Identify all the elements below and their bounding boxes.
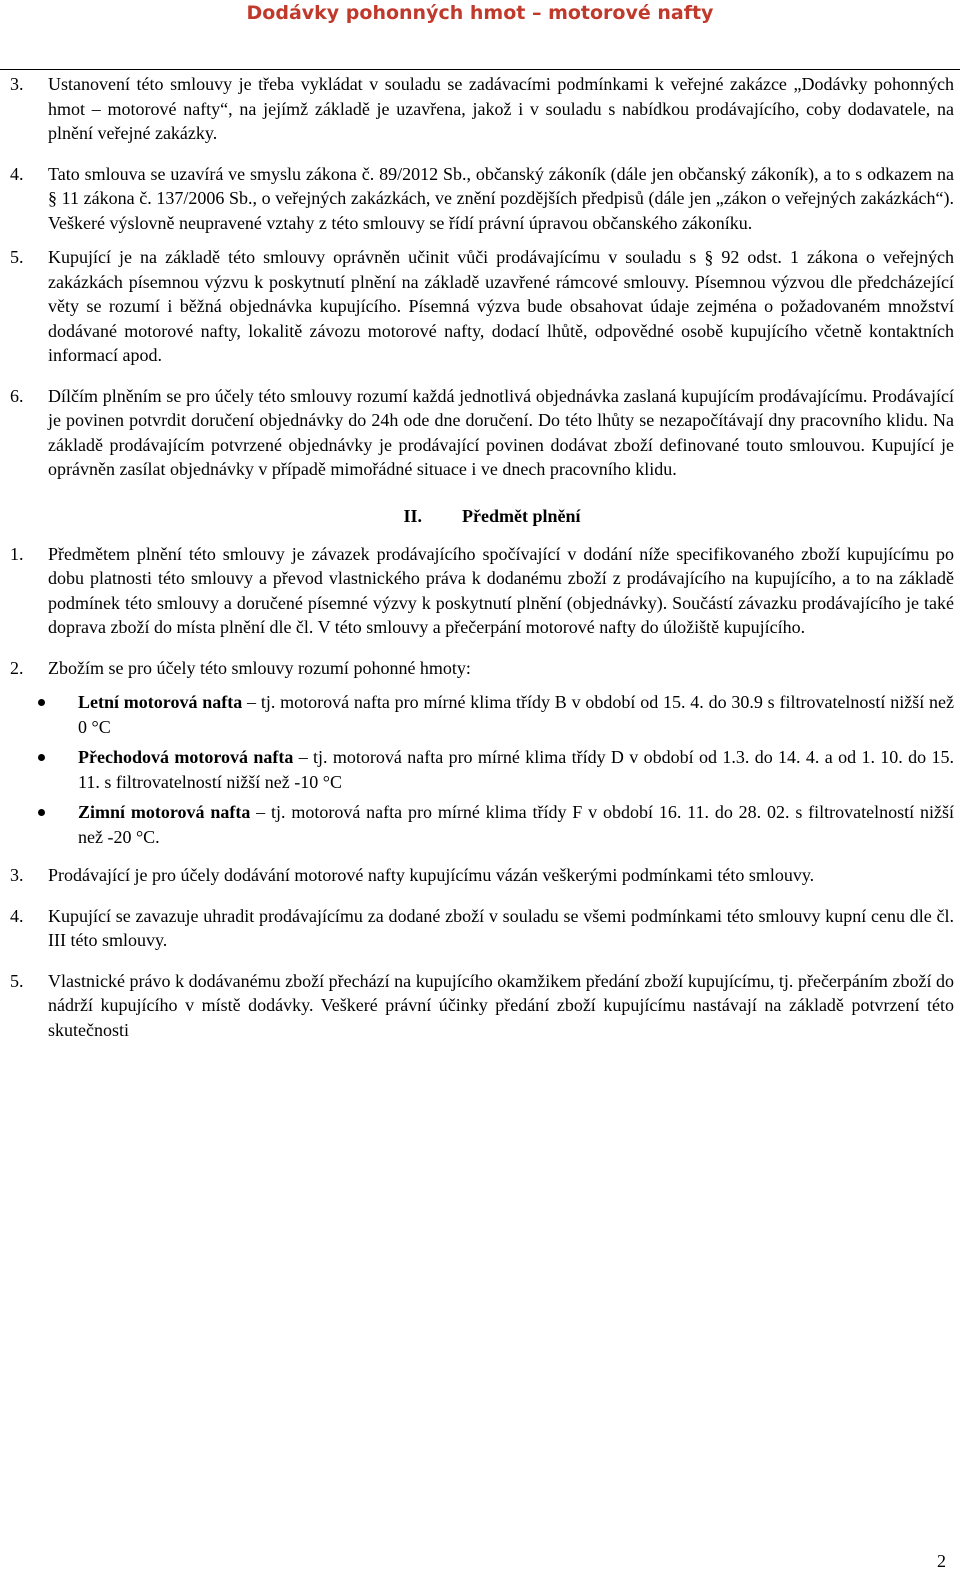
fuel-description: – tj. motorová nafta pro mírné klima třídy B v období od 15. 4. do 30.9 s filtrovatelností nižší než 0 °C <box>78 692 954 737</box>
paragraph-2-3 <box>10 863 954 888</box>
header-title: Dodávky pohonných hmot – motorové nafty <box>246 2 714 24</box>
paragraph-text: Předmětem plnění této smlouvy je závazek prodávajícího spočívající v dodání níže specifikovaného zboží kupujícímu po dobu platnosti této smlouvy a převod vlastnického práva k dodanému zboží z prodávajícího na kupujícího, a to na základě podmínek této smlouvy a doručené písemné výzvy k poskytnutí plnění (objednávky). Součástí závazku prodávajícího je také doprava zboží do místa plnění dle čl. V této smlouvy a přečerpání motorové nafty do úložiště kupujícího. <box>48 543 954 637</box>
paragraph-number: 5. <box>10 247 24 267</box>
paragraph-2-4 <box>10 904 954 953</box>
paragraph-text: Dílčím plněním se pro účely této smlouvy rozumí každá jednotlivá objednávka zaslaná kupujícím prodávajícímu. Prodávající je povinen potvrdit doručení objednávky do 24h ode dne doručení. Do této lhůty se nezapočítávají dny pracovního klidu. Na základě prodávajícím potvrzené objednávky je prodávající povinen dodávat zboží definované touto smlouvou. Kupující je oprávněn zasílat objednávky v případě mimořádné situace i ve dnech pracovního klidu. <box>48 385 954 479</box>
fuel-description: – tj. motorová nafta pro mírné klima třídy D v období od 1.3. do 14. 4. a od 1. 10. do 15. 11. s filtrovatelností nižší než -10 °C <box>78 747 954 792</box>
paragraph-number: 1. <box>10 543 24 564</box>
paragraph-1-6 <box>10 384 954 482</box>
paragraph-2-2 <box>10 656 954 681</box>
bullet-icon <box>38 809 45 816</box>
document-body <box>10 72 954 1058</box>
paragraph-number: 2. <box>10 657 24 678</box>
paragraph-1-4 <box>10 162 954 236</box>
paragraph-text: Ustanovení této smlouvy je třeba vykládat v souladu se zadávacími podmínkami k veřejné zakázce „Dodávky pohonných hmot – motorové nafty“, na jejímž základě je uzavřena, jakož i v souladu s nabídkou prodávajícího, coby dodavatele, na plnění veřejné zakázky. <box>48 74 954 143</box>
fuel-name: Letní motorová nafta <box>78 692 243 712</box>
bullet-icon <box>38 754 45 761</box>
section-heading <box>10 504 954 528</box>
paragraph-2-1 <box>10 542 954 640</box>
fuel-description: – tj. motorová nafta pro mírné klima třídy F v období 16. 11. do 28. 02. s filtrovatelností nižší než -20 °C. <box>78 802 954 847</box>
paragraph-number: 3. <box>10 74 24 94</box>
paragraph-text: Tato smlouva se uzavírá ve smyslu zákona č. 89/2012 Sb., občanský zákoník (dále jen občanský zákoník), a to s odkazem na § 11 zákona č. 137/2006 Sb., o veřejných zakázkách, ve znění pozdějších předpisů (dále jen „zákon o veřejných zakázkách“). Veškeré výslovně neupravené vztahy z této smlouvy se řídí právní úpravou občanského zákoníku. <box>48 163 954 233</box>
page-number: 2 <box>937 1551 946 1571</box>
paragraph-text: Vlastnické právo k dodávanému zboží přechází na kupujícího okamžikem předání zboží kupujícímu, tj. přečerpáním zboží do nádrží kupujícího v místě dodávky. Veškeré právní účinky předání zboží kupujícímu nastávají na základě potvrzení této skutečnosti <box>48 970 954 1040</box>
paragraph-number: 5. <box>10 970 24 991</box>
section-title: Předmět plnění <box>462 505 581 526</box>
list-item <box>78 800 954 849</box>
paragraph-text: Kupující je na základě této smlouvy oprávněn učinit vůči prodávajícímu v souladu s § 92 odst. 1 zákona o veřejných zakázkách písemnou výzvu k poskytnutí plnění na základě uzavřené rámcové smlouvy. Písemnou výzvou dle předcházející věty se rozumí i běžná objednávka kupujícího. Písemná výzva bude obsahovat údaje zejména o požadovaném množství dodávané motorové nafty, lokalitě závozu motorové nafty, dodací lhůtě, odpovědné osobě kupujícího včetně kontaktních informací apod. <box>48 247 954 365</box>
paragraph-number: 4. <box>10 905 24 926</box>
fuel-type-list <box>10 690 954 849</box>
paragraph-number: 6. <box>10 385 24 406</box>
list-item <box>78 745 954 794</box>
paragraph-number: 4. <box>10 163 24 184</box>
paragraph-1-3 <box>10 72 954 146</box>
paragraph-text: Prodávající je pro účely dodávání motorové nafty kupujícímu vázán veškerými podmínkami této smlouvy. <box>48 865 815 885</box>
section-number: II. <box>403 505 422 526</box>
paragraph-number: 3. <box>10 865 24 885</box>
fuel-name: Zimní motorová nafta <box>78 802 251 822</box>
bullet-icon <box>38 699 45 706</box>
fuel-name: Přechodová motorová nafta <box>78 747 294 767</box>
paragraph-text: Zbožím se pro účely této smlouvy rozumí pohonné hmoty: <box>48 657 471 678</box>
paragraph-2-5 <box>10 969 954 1043</box>
list-item <box>78 690 954 739</box>
paragraph-1-5 <box>10 245 954 368</box>
page-header <box>0 0 960 70</box>
paragraph-text: Kupující se zavazuje uhradit prodávajícímu za dodané zboží v souladu se všemi podmínkami této smlouvy kupní cenu dle čl. III této smlouvy. <box>48 905 954 950</box>
